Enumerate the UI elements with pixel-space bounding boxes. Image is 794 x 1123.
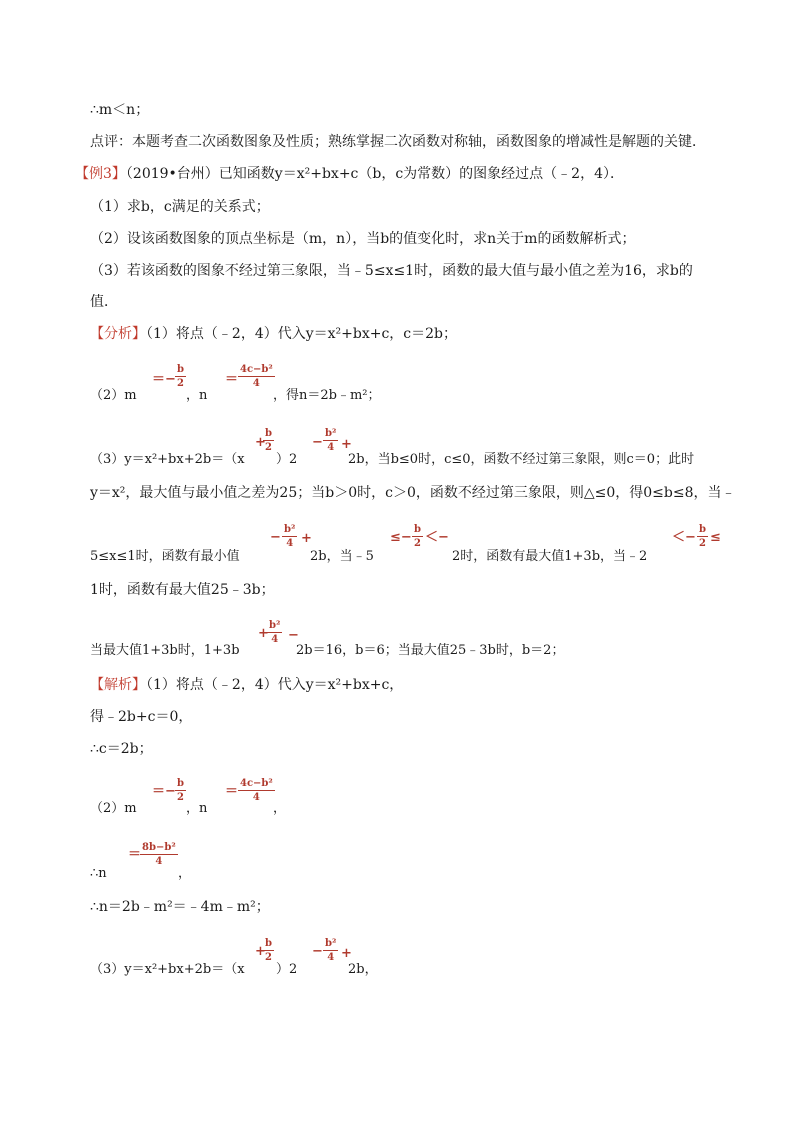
solution-n-eq: ＝: [128, 847, 142, 862]
solution-1: [90, 676, 403, 694]
fraction-b2-over-4: b² 4: [269, 620, 281, 645]
minus-sign: −: [270, 530, 281, 545]
fraction-n-8b: 8b−b² 4: [142, 842, 176, 867]
le-sign: ≤: [710, 530, 721, 545]
conclusion-line: ∴m＜n；: [90, 102, 150, 118]
solution-n-b: ，: [178, 866, 192, 881]
analysis-2-eq-neg: ＝−: [152, 372, 176, 387]
solution-tag: 【解析】: [90, 677, 146, 693]
lt-neg: ＜−: [672, 530, 696, 545]
le-neg: ≤−: [390, 530, 412, 545]
analysis-1: [90, 325, 457, 343]
plus-sign: +: [255, 435, 266, 450]
analysis-3-line3-c: 2时，函数有最大值1+3b，当﹣2: [452, 549, 648, 564]
plus-sign: +: [341, 946, 352, 961]
fraction-neg-b-over-2: b 2: [177, 778, 184, 803]
solution-2: 得﹣2b+c＝0，: [90, 709, 193, 725]
solution-m-c: ，: [273, 801, 287, 816]
solution-1-text: （1）将点（﹣2，4）代入y＝x²+bx+c，: [146, 677, 404, 693]
analysis-3-line3-b: 2b，当﹣5: [310, 549, 374, 564]
solution-eq: ＝: [225, 784, 239, 799]
fraction-b2-over-4: b² 4: [325, 428, 337, 453]
solution-3-c: 2b，: [348, 962, 378, 977]
analysis-2-a: （2）m: [90, 388, 137, 403]
analysis-3-b: ）2: [276, 452, 298, 467]
plus-sign: +: [255, 944, 266, 959]
fraction-b-over-2: b 2: [265, 938, 272, 963]
plus-sign: +: [341, 437, 352, 452]
fraction-b2-over-4: b² 4: [284, 524, 296, 549]
solution-n-a: ∴n: [90, 866, 107, 881]
analysis-3-line4: 1时，函数有最大值25﹣3b；: [90, 582, 275, 598]
analysis-3-c: 2b，当b≤0时，c≤0，函数不经过第三象限，则c＝0；此时: [348, 452, 695, 467]
analysis-3-line5-a: 当最大值1+3b时，1+3b: [90, 643, 240, 658]
question-3-cont: 值．: [90, 294, 118, 310]
analysis-3-line5-b: 2b＝16，b＝6；当最大值25﹣3b时，b＝2；: [296, 643, 565, 658]
fraction-b-over-2: b 2: [414, 524, 421, 549]
comment-line: 点评：本题考查二次函数图象及性质；熟练掌握二次函数对称轴，函数图象的增减性是解题的关键．: [90, 134, 706, 150]
fraction-neg-b-over-2: b 2: [177, 364, 184, 389]
solution-3-b: ）2: [276, 962, 298, 977]
analysis-2-c: ，得n＝2b﹣m²；: [273, 388, 381, 403]
fraction-b-over-2: b 2: [699, 524, 706, 549]
solution-m-a: （2）m: [90, 801, 137, 816]
analysis-2-eq: ＝: [225, 372, 239, 387]
fraction-b2-over-4: b² 4: [325, 938, 337, 963]
lt-neg: ＜−: [425, 530, 449, 545]
minus-sign: −: [288, 628, 299, 643]
example-tag: 【例3】: [75, 166, 126, 182]
plus-sign: +: [301, 531, 312, 546]
solution-3-a: （3）y＝x²+bx+2b＝（x: [90, 962, 245, 977]
example-text: （2019•台州）已知函数y＝x²+bx+c（b，c为常数）的图象经过点（﹣2，4）．: [125, 166, 625, 182]
plus-sign: +: [258, 626, 269, 641]
example-title: [75, 165, 624, 183]
analysis-3-line2: y＝x²，最大值与最小值之差为25；当b＞0时，c＞0，函数不经过第三象限，则△≤0，得0≤b≤8，当﹣: [90, 485, 736, 501]
fraction-n: 4c−b² 4: [240, 778, 273, 803]
analysis-3-a: （3）y＝x²+bx+2b＝（x: [90, 452, 245, 467]
analysis-1-text: （1）将点（﹣2，4）代入y＝x²+bx+c，c＝2b；: [146, 326, 458, 342]
minus-sign: −: [312, 435, 323, 450]
question-2: （2）设该函数图象的顶点坐标是（m，n），当b的值变化时，求n关于m的函数解析式；: [90, 231, 636, 247]
analysis-tag: 【分析】: [90, 326, 146, 342]
question-1: （1）求b，c满足的关系式；: [90, 199, 270, 215]
analysis-3-line3-a: 5≤x≤1时，函数有最小值: [90, 549, 240, 564]
solution-n-final: ∴n＝2b﹣m²＝﹣4m﹣m²；: [90, 899, 270, 915]
analysis-2-b: ，n: [186, 388, 208, 403]
question-3: （3）若该函数的图象不经过第三象限，当﹣5≤x≤1时，函数的最大值与最小值之差为16，求b的: [90, 263, 693, 279]
solution-3: ∴c＝2b；: [90, 741, 153, 757]
solution-m-b: ，n: [186, 801, 208, 816]
fraction-b-over-2: b 2: [265, 428, 272, 453]
minus-sign: −: [312, 944, 323, 959]
solution-eq-neg: ＝−: [152, 784, 176, 799]
fraction-n: 4c−b² 4: [240, 364, 273, 389]
